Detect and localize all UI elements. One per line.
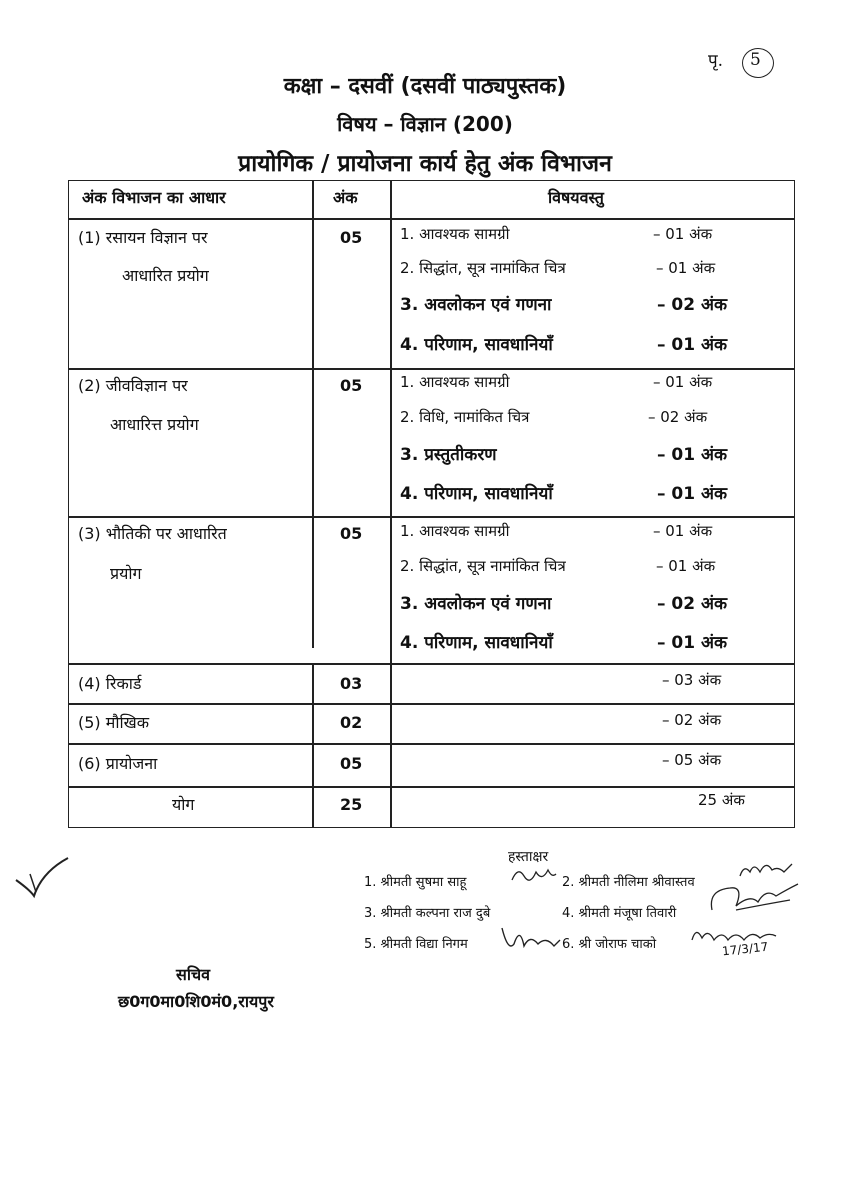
column-divider (390, 180, 392, 828)
content-item: 1. आवश्यक सामग्री (400, 373, 510, 391)
column-divider (312, 663, 314, 828)
content-item: 4. परिणाम, सावधानियाँ (400, 335, 553, 355)
content-item-marks: – 01 अंक (656, 557, 716, 575)
signature-scribble-icon (498, 922, 564, 956)
content-item: 2. विधि, नामांकित चित्र (400, 408, 530, 426)
row-marks: 05 (340, 376, 363, 395)
subject-line: विषय – विज्ञान (200) (337, 112, 513, 136)
row-marks: 02 (340, 713, 363, 732)
content-item-marks: – 02 अंक (657, 594, 728, 614)
row-basis: प्रयोग (110, 564, 142, 583)
content-item-marks: – 01 अंक (656, 259, 716, 277)
content-item: 3. अवलोकन एवं गणना (400, 295, 552, 315)
content-item: 3. अवलोकन एवं गणना (400, 594, 552, 614)
total-content: 25 अंक (698, 791, 745, 809)
signature-scribble-icon (706, 880, 802, 920)
row-divider (68, 786, 795, 788)
content-item-marks: – 01 अंक (657, 633, 728, 653)
signatory-name: 6. श्री जोराफ चाको (562, 937, 657, 952)
content-item-marks: – 01 अंक (653, 522, 713, 540)
content-item: 2. सिद्धांत, सूत्र नामांकित चित्र (400, 259, 566, 277)
content-item: 4. परिणाम, सावधानियाँ (400, 484, 553, 504)
signatures-heading: हस्ताक्षर (508, 849, 549, 865)
header-marks: अंक (333, 188, 358, 207)
row-divider (68, 218, 795, 220)
secretary-title: सचिव (176, 965, 211, 984)
page-mark: पृ. (708, 51, 724, 71)
row-marks: 03 (340, 674, 363, 693)
content-item-marks: – 01 अंक (653, 373, 713, 391)
row-divider (68, 368, 795, 370)
secretary-org: छ0ग0मा0शि0मं0,रायपुर (118, 992, 274, 1011)
document-title: कक्षा – दसवीं (दसवीं पाठ्यपुस्तक) (283, 74, 567, 99)
row-divider (68, 743, 795, 745)
signature-scribble-icon (508, 862, 558, 888)
signatory-name: 2. श्रीमती नीलिमा श्रीवास्तव (562, 875, 695, 890)
signature-date: 17/3/17 (721, 939, 769, 959)
row-divider (68, 516, 795, 518)
row-divider (68, 663, 795, 665)
row-content: – 02 अंक (662, 711, 722, 729)
header-basis: अंक विभाजन का आधार (82, 188, 226, 207)
row-basis: (2) जीवविज्ञान पर (78, 376, 188, 395)
content-item: 4. परिणाम, सावधानियाँ (400, 633, 553, 653)
content-item-marks: – 02 अंक (657, 295, 728, 315)
content-item-marks: – 01 अंक (653, 225, 713, 243)
content-item-marks: – 01 अंक (657, 445, 728, 465)
content-item-marks: – 01 अंक (657, 484, 728, 504)
signatory-name: 4. श्रीमती मंजूषा तिवारी (562, 906, 677, 921)
row-basis: (3) भौतिकी पर आधारित (78, 524, 227, 543)
row-basis: (6) प्रायोजना (78, 754, 158, 773)
row-marks: 05 (340, 524, 363, 543)
content-item: 1. आवश्यक सामग्री (400, 522, 510, 540)
row-basis: आधारित प्रयोग (122, 266, 209, 285)
section-heading: प्रायोगिक / प्रायोजना कार्य हेतु अंक विभाजन (238, 151, 612, 177)
row-content: – 05 अंक (662, 751, 722, 769)
row-basis: (4) रिकार्ड (78, 674, 142, 693)
page-number: 5 (750, 50, 761, 70)
content-item-marks: – 01 अंक (657, 335, 728, 355)
signatory-name: 3. श्रीमती कल्पना राज दुबे (364, 906, 491, 921)
row-basis: आधारित्त प्रयोग (110, 415, 199, 434)
tick-mark-icon (12, 852, 72, 900)
header-content: विषयवस्तु (548, 188, 604, 207)
signatory-name: 1. श्रीमती सुषमा साहू (364, 875, 467, 890)
row-marks: 05 (340, 754, 363, 773)
row-basis: (1) रसायन विज्ञान पर (78, 228, 208, 247)
total-marks: 25 (340, 795, 363, 814)
row-basis: (5) मौखिक (78, 713, 149, 732)
content-item: 3. प्रस्तुतीकरण (400, 445, 497, 465)
row-marks: 05 (340, 228, 363, 247)
content-item: 1. आवश्यक सामग्री (400, 225, 510, 243)
content-item-marks: – 02 अंक (648, 408, 708, 426)
column-divider (312, 180, 314, 648)
content-item: 2. सिद्धांत, सूत्र नामांकित चित्र (400, 557, 566, 575)
row-content: – 03 अंक (662, 671, 722, 689)
row-divider (68, 703, 795, 705)
total-label: योग (172, 795, 195, 814)
signatory-name: 5. श्रीमती विद्या निगम (364, 937, 468, 952)
